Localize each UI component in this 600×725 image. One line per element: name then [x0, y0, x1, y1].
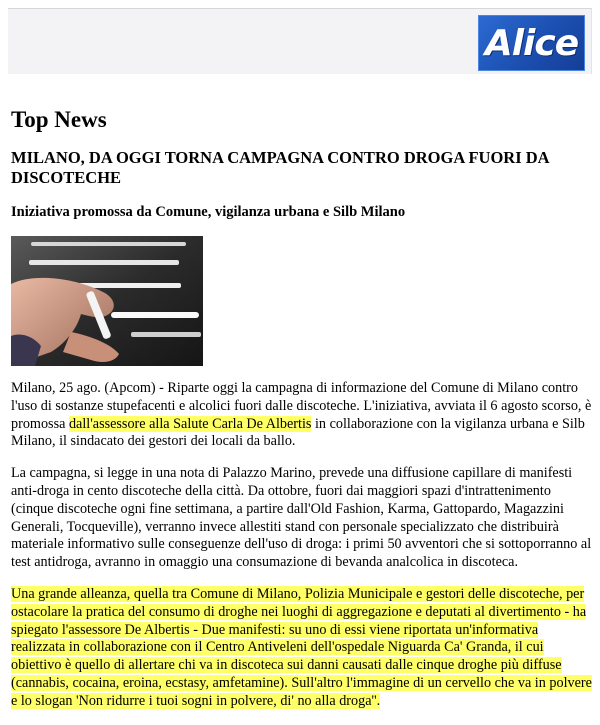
highlighted-phrase: dall'assessore alla Salute Carla De Albertis [68, 415, 312, 432]
article-paragraph-2: La campagna, si legge in una nota di Palazzo Marino, prevede una diffusione capillare di manifesti anti-droga in cento discoteche della città. Da ottobre, fuori dai maggiori spazi d'intrattenimento (cinque discoteche ogni fine settimana, a partire dall'Old Fashion, Karma, Gattopardo, Magazzini Generali, Tocqueville), verranno invece allestiti stand con personale specializzato che distribuirà materiale informativo sulle conseguenze dell'uso di droga: i primi 50 avventori che si sottoporranno al test antidroga, avranno in omaggio una consumazione di bevanda analcolica in discoteca. [11, 465, 592, 571]
article-subhead: Iniziativa promossa da Comune, vigilanza urbana e Silb Milano [11, 204, 406, 220]
cigarette-hand-photo [11, 236, 203, 366]
article-paragraph-1 [11, 380, 593, 451]
article-headline: MILANO, DA OGGI TORNA CAMPAGNA CONTRO DROGA FUORI DA DISCOTECHE [11, 148, 549, 187]
article-paragraph-3 [11, 586, 593, 711]
section-title: Top News [11, 107, 107, 132]
header-bar [8, 8, 592, 74]
alice-logo[interactable] [478, 15, 585, 71]
article-body [11, 380, 593, 725]
paragraph-1-text-end: in collaborazione con la vigilanza urbana e Silb Milano, il sindacato dei gestori dei locali da ballo. [11, 415, 585, 450]
logo-text: Alice [484, 22, 579, 64]
highlighted-paragraph: Una grande alleanza, quella tra Comune di Milano, Polizia Municipale e gestori delle discoteche, per ostacolare la pratica del consumo di droghe nei luoghi di aggregazione e deputati al divertimento - ha spiegato l'assessore De Albertis - Due manifesti: su uno di essi viene riportata un'informativa realizzata in collaborazione con il Centro Antiveleni dell'ospedale Niguarda Ca' Granda, il cui obiettivo è quello di allertare chi va in discoteca sui danni causati dalle cinque droghe più diffuse (cannabis, cocaina, eroina, ecstasy, amfetamine). Sull'altro l'immagine di un cervello che va in polvere e lo slogan 'Non ridurre i tuoi sogni in polvere, di' no alla droga''. [11, 585, 592, 709]
paragraph-1-text-start: Milano, 25 ago. (Apcom) - Riparte oggi la campagna di informazione del Comune di Milano contro l'uso di sostanze stupefacenti e alcolici fuori dalle discoteche. L'iniziativa, avviata il 6 agosto scorso, è promossa [11, 380, 592, 432]
